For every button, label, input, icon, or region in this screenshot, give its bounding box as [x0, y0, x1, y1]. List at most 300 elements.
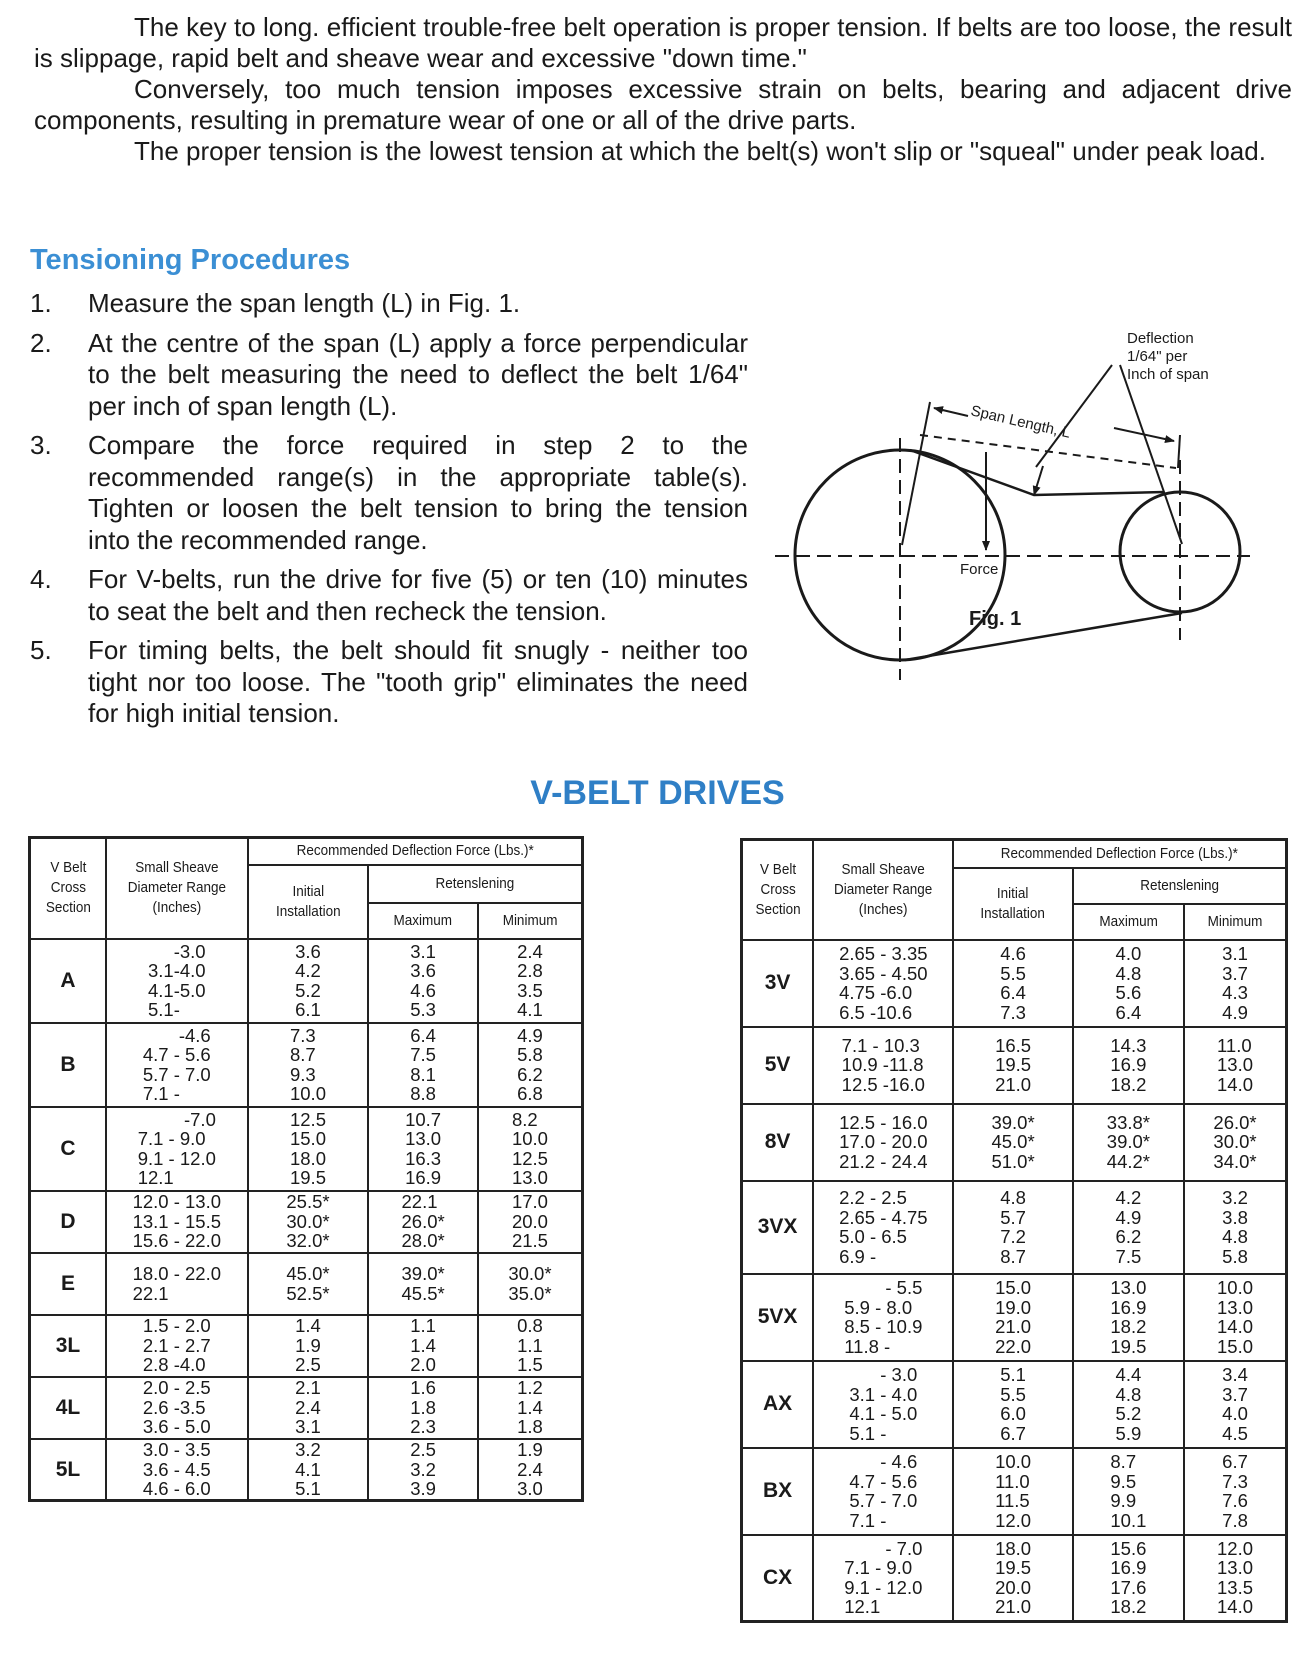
- initial-force-cell: [953, 1361, 1072, 1448]
- cell-value: 7.3: [289, 1024, 316, 1046]
- maximum-force-cell: [368, 1439, 478, 1501]
- cell-value: 5.8: [517, 1044, 543, 1065]
- cell-value: - 5.5: [885, 1277, 923, 1298]
- cell-value: 14.0: [1217, 1073, 1254, 1095]
- cell-value: 22.1: [132, 1282, 169, 1304]
- cell-value: 39.0*: [401, 1263, 445, 1284]
- initial-force-cell: [248, 1253, 369, 1315]
- initial-force-cell: [248, 939, 369, 1023]
- cell-value: 3.9: [410, 1478, 436, 1499]
- cell-value: 3.6 - 4.5: [142, 1458, 211, 1480]
- sheave-range-cell: [813, 1274, 953, 1361]
- intro-text: [34, 12, 1292, 167]
- cell-value: 2.2 - 2.5: [839, 1187, 907, 1208]
- cell-value: 11.8 -: [844, 1335, 891, 1357]
- cell-value: 13.0: [1110, 1277, 1147, 1298]
- cell-value: 17.0: [511, 1191, 548, 1213]
- cell-value: 19.5: [1110, 1335, 1147, 1357]
- cell-value: 1.2: [517, 1377, 543, 1399]
- step-text: Measure the span length (L) in Fig. 1.: [88, 288, 521, 318]
- cell-value: 6.2: [517, 1063, 543, 1085]
- cross-section-cell: AX: [742, 1361, 814, 1448]
- sheave-header: Small Sheave Diameter Range (Inches): [113, 838, 241, 939]
- maximum-force-cell: [368, 1191, 478, 1253]
- cell-value: 2.4: [295, 1396, 321, 1418]
- cell-value: 8.2: [511, 1108, 538, 1130]
- cell-value: 6.0: [1000, 1403, 1026, 1424]
- cell-value: 10.0: [1217, 1277, 1254, 1298]
- cell-value: 39.0*: [1106, 1131, 1150, 1153]
- cell-value: 4.8: [1222, 1226, 1248, 1247]
- maximum-force-cell: [1073, 1027, 1184, 1104]
- step-number: 1.: [30, 288, 52, 318]
- procedure-step: [30, 564, 748, 627]
- cell-value: 3.4: [1222, 1364, 1248, 1385]
- cell-value: 13.0: [1217, 1296, 1254, 1318]
- cell-value: 3.8: [1222, 1206, 1248, 1228]
- cell-value: 1.4: [295, 1315, 321, 1337]
- cell-value: 3.7: [1222, 962, 1248, 984]
- initial-header: Initial Installation: [959, 868, 1066, 940]
- cell-value: 3.1-4.0: [147, 960, 206, 981]
- cell-value: 5.5: [1000, 1383, 1026, 1405]
- cross-section-cell: 5VX: [742, 1274, 814, 1361]
- cell-value: 4.0: [1115, 943, 1142, 964]
- cell-value: 1.8: [517, 1416, 543, 1438]
- cell-value: 51.0*: [991, 1150, 1035, 1172]
- maximum-force-cell: [1073, 940, 1184, 1027]
- cell-value: 45.5*: [401, 1282, 445, 1304]
- table-row: [742, 1361, 1287, 1448]
- cell-value: 3.0 - 3.5: [142, 1439, 211, 1460]
- cell-value: 25.5*: [286, 1191, 330, 1213]
- maximum-force-cell: [1073, 1181, 1184, 1274]
- cross-section-cell: E: [30, 1253, 106, 1315]
- cell-value: 26.0*: [401, 1210, 445, 1232]
- force-label: Force: [960, 561, 999, 578]
- cell-value: -3.0: [173, 940, 206, 962]
- initial-force-cell: [248, 1191, 369, 1253]
- table-row: [742, 940, 1287, 1027]
- cell-value: 35.0*: [508, 1282, 552, 1304]
- cell-value: 19.5: [995, 1557, 1032, 1579]
- cell-value: 8.5 - 10.9: [844, 1316, 923, 1337]
- cell-value: 5.1 -: [849, 1422, 887, 1444]
- cell-value: 45.0*: [286, 1263, 330, 1284]
- initial-header: Initial Installation: [254, 865, 363, 939]
- cell-value: 12.5 -16.0: [841, 1073, 925, 1095]
- sheave-range-cell: [106, 1377, 248, 1439]
- section-header: V Belt Cross Section: [745, 840, 810, 940]
- minimum-force-cell: [1184, 1027, 1286, 1104]
- cell-value: 11.0: [1217, 1034, 1252, 1056]
- cell-value: 5.7 - 7.0: [849, 1490, 918, 1511]
- cross-section-cell: 5L: [30, 1439, 106, 1501]
- retension-header: Retenslening: [379, 865, 572, 903]
- cell-value: 12.0 - 13.0: [132, 1191, 222, 1213]
- cell-value: 10.7: [405, 1108, 442, 1130]
- cell-value: 1.4: [517, 1396, 543, 1418]
- cell-value: 21.0: [995, 1596, 1032, 1618]
- maximum-force-cell: [1073, 1448, 1184, 1535]
- figure-caption: Fig. 1: [969, 608, 1022, 630]
- cell-value: 16.9: [405, 1167, 442, 1188]
- cell-value: 8.7: [1000, 1245, 1026, 1267]
- cell-value: 32.0*: [286, 1230, 330, 1252]
- cell-value: 3.1: [1222, 943, 1248, 964]
- cell-value: 5.1: [295, 1478, 321, 1499]
- cell-value: 20.0: [995, 1576, 1032, 1598]
- cell-value: 2.3: [410, 1416, 436, 1438]
- cell-value: 8.1: [410, 1063, 436, 1085]
- minimum-header: Minimum: [483, 903, 577, 939]
- deflection-leader: [1036, 365, 1182, 544]
- cell-value: 12.5: [511, 1147, 548, 1169]
- table-row: [742, 1274, 1287, 1361]
- cell-value: 7.1 - 10.3: [841, 1034, 920, 1056]
- cell-value: 3.6 - 5.0: [142, 1416, 211, 1438]
- maximum-force-cell: [368, 1377, 478, 1439]
- sheave-range-cell: [813, 1361, 953, 1448]
- minimum-force-cell: [1184, 940, 1286, 1027]
- cell-value: 9.5: [1110, 1470, 1137, 1492]
- cell-value: 16.9: [1110, 1296, 1147, 1318]
- cell-value: 3.2: [295, 1439, 321, 1460]
- cell-value: 15.0: [1217, 1335, 1254, 1357]
- cell-value: 7.1 -: [849, 1509, 887, 1531]
- table-row: [742, 1104, 1287, 1181]
- cell-value: 1.1: [410, 1315, 436, 1337]
- cell-value: 10.0: [289, 1083, 326, 1104]
- deflection-header: Recommended Deflection Force (Lbs.)*: [264, 838, 565, 865]
- cross-section-cell: 5V: [742, 1027, 814, 1104]
- cell-value: 0.8: [517, 1315, 543, 1337]
- cell-value: 2.4: [517, 940, 543, 962]
- cell-value: 5.2: [1115, 1403, 1142, 1424]
- table-row: [30, 1023, 583, 1107]
- sheave-range-cell: [106, 1191, 248, 1253]
- cell-value: 5.1-: [147, 999, 180, 1020]
- cell-value: 9.1 - 12.0: [137, 1147, 216, 1169]
- step-text: For V-belts, run the drive for five (5) or ten (10) minutes to seat the belt and then recheck the tension.: [88, 564, 748, 626]
- cell-value: 5.7 - 7.0: [142, 1063, 211, 1085]
- cell-value: 7.8: [1222, 1509, 1248, 1531]
- cross-section-cell: D: [30, 1191, 106, 1253]
- cell-value: 3.6: [295, 940, 321, 962]
- cell-value: 19.0: [995, 1296, 1032, 1318]
- cell-value: 21.0: [995, 1073, 1032, 1095]
- cell-value: - 7.0: [885, 1537, 923, 1559]
- minimum-force-cell: [478, 1439, 583, 1501]
- deflection-label-line: 1/64" per: [1127, 348, 1188, 365]
- maximum-force-cell: [368, 939, 478, 1023]
- initial-force-cell: [953, 1448, 1072, 1535]
- deflection-header: Recommended Deflection Force (Lbs.)*: [970, 840, 1270, 868]
- sheave-range-cell: [106, 1107, 248, 1191]
- cell-value: 2.5: [410, 1439, 436, 1460]
- main-title: V-BELT DRIVES: [530, 774, 785, 812]
- cell-value: 4.8: [1000, 1187, 1026, 1208]
- cell-value: 6.4: [1115, 1001, 1142, 1023]
- cell-value: 7.1 -: [142, 1083, 180, 1104]
- minimum-force-cell: [478, 1377, 583, 1439]
- cell-value: 8.8: [410, 1083, 436, 1104]
- cell-value: 3.5: [517, 979, 543, 1001]
- cell-value: 13.1 - 15.5: [132, 1210, 222, 1232]
- cell-value: 3.6: [410, 960, 436, 981]
- cell-value: -7.0: [183, 1108, 216, 1130]
- cell-value: 14.3: [1110, 1034, 1147, 1056]
- cell-value: 15.0: [995, 1277, 1032, 1298]
- cell-value: 17.0 - 20.0: [839, 1131, 928, 1153]
- initial-force-cell: [953, 1535, 1072, 1622]
- cell-value: 44.2*: [1106, 1150, 1150, 1172]
- cell-value: 22.0: [995, 1335, 1032, 1357]
- cell-value: 9.1 - 12.0: [844, 1576, 923, 1598]
- cell-value: 3.2: [410, 1458, 436, 1480]
- cell-value: 1.9: [295, 1334, 321, 1356]
- cell-value: - 4.6: [880, 1451, 918, 1472]
- cell-value: 2.1: [295, 1377, 321, 1399]
- cell-value: 6.9 -: [839, 1245, 877, 1267]
- cross-section-cell: 4L: [30, 1377, 106, 1439]
- cell-value: 4.6: [1000, 943, 1026, 964]
- cell-value: 16.5: [995, 1034, 1032, 1056]
- cell-value: 7.2: [1000, 1226, 1026, 1247]
- cell-value: 5.0 - 6.5: [839, 1226, 907, 1247]
- cross-section-cell: BX: [742, 1448, 814, 1535]
- cell-value: 8.7: [1110, 1451, 1137, 1472]
- initial-force-cell: [953, 1181, 1072, 1274]
- cell-value: 2.0 - 2.5: [142, 1377, 211, 1399]
- initial-force-cell: [248, 1439, 369, 1501]
- sheave-range-cell: [106, 1439, 248, 1501]
- sheave-range-cell: [813, 940, 953, 1027]
- cell-value: 4.0: [1222, 1403, 1248, 1424]
- cell-value: 45.0*: [991, 1131, 1035, 1153]
- cell-value: 10.1: [1110, 1509, 1147, 1531]
- cell-value: 4.6 - 6.0: [142, 1478, 211, 1499]
- initial-force-cell: [248, 1377, 369, 1439]
- cell-value: 15.6 - 22.0: [132, 1230, 222, 1252]
- cell-value: 4.4: [1115, 1364, 1142, 1385]
- cell-value: 3.1: [295, 1416, 321, 1438]
- cell-value: 2.8 -4.0: [142, 1354, 206, 1376]
- v-belt-table-right: [740, 838, 1288, 1623]
- cell-value: - 3.0: [880, 1364, 918, 1385]
- cell-value: 4.7 - 5.6: [142, 1044, 211, 1065]
- maximum-header: Maximum: [1078, 904, 1178, 940]
- cell-value: 3.1 - 4.0: [849, 1383, 918, 1405]
- minimum-force-cell: [478, 939, 583, 1023]
- cell-value: 9.9: [1110, 1490, 1137, 1511]
- table-row: [742, 1027, 1287, 1104]
- cell-value: 19.5: [995, 1054, 1032, 1076]
- intro-paragraph: Conversely, too much tension imposes excessive strain on belts, bearing and adjacent drive components, resulting in premature wear of one or all of the drive parts.: [34, 74, 1292, 135]
- cell-value: 5.9: [1115, 1422, 1142, 1444]
- cross-section-cell: CX: [742, 1535, 814, 1622]
- cell-value: 16.9: [1110, 1054, 1147, 1076]
- minimum-force-cell: [478, 1315, 583, 1377]
- minimum-force-cell: [1184, 1535, 1286, 1622]
- minimum-force-cell: [478, 1191, 583, 1253]
- cell-value: 4.2: [1115, 1187, 1142, 1208]
- sheave-range-cell: [106, 1253, 248, 1315]
- cell-value: 30.0*: [286, 1210, 330, 1232]
- cell-value: 4.8: [1115, 1383, 1142, 1405]
- procedure-step: [30, 430, 748, 556]
- belt-tension-figure: [770, 330, 1310, 680]
- cell-value: 3.2: [1222, 1187, 1248, 1208]
- cell-value: 1.1: [517, 1334, 543, 1356]
- cell-value: 16.3: [405, 1147, 442, 1169]
- sheave-range-cell: [813, 1181, 953, 1274]
- step-text: At the centre of the span (L) apply a force perpendicular to the belt measuring the need to deflect the belt 1/64" per inch of span length (L).: [88, 327, 748, 421]
- cell-value: 8.7: [289, 1044, 316, 1065]
- maximum-force-cell: [1073, 1274, 1184, 1361]
- deflection-label-line: Deflection: [1127, 330, 1194, 347]
- cell-value: 22.1: [401, 1191, 438, 1213]
- minimum-header: Minimum: [1189, 904, 1281, 940]
- procedure-steps: [30, 288, 748, 738]
- cross-section-cell: C: [30, 1107, 106, 1191]
- cell-value: 5.1: [1000, 1364, 1026, 1385]
- cell-value: 4.1 - 5.0: [849, 1403, 918, 1424]
- cell-value: 7.3: [1222, 1470, 1248, 1492]
- cell-value: 4.5: [1222, 1422, 1248, 1444]
- cell-value: 13.0: [1217, 1557, 1254, 1579]
- cell-value: 28.0*: [401, 1230, 445, 1252]
- sheave-range-cell: [106, 939, 248, 1023]
- cell-value: 26.0*: [1213, 1111, 1257, 1133]
- step-text: For timing belts, the belt should fit snugly - neither too tight nor too loose. The "tooth grip" eliminates the need for high initial tension.: [88, 635, 748, 728]
- sheave-range-cell: [813, 1448, 953, 1535]
- cell-value: 21.0: [995, 1316, 1032, 1337]
- table-row: [742, 1181, 1287, 1274]
- minimum-force-cell: [1184, 1274, 1286, 1361]
- cell-value: 16.9: [1110, 1557, 1147, 1579]
- maximum-force-cell: [1073, 1535, 1184, 1622]
- cell-value: 4.1: [295, 1458, 321, 1480]
- cell-value: 6.8: [517, 1083, 543, 1104]
- step-number: 5.: [30, 635, 52, 665]
- cell-value: 5.3: [410, 999, 436, 1020]
- cell-value: 30.0*: [1213, 1131, 1257, 1153]
- cell-value: 6.5 -10.6: [839, 1001, 913, 1023]
- cell-value: 19.5: [289, 1167, 326, 1188]
- cell-value: 17.6: [1110, 1576, 1147, 1598]
- retension-header: Retenslening: [1083, 868, 1275, 904]
- cell-value: 18.2: [1110, 1073, 1147, 1095]
- cell-value: 15.6: [1110, 1537, 1147, 1559]
- cross-section-cell: A: [30, 939, 106, 1023]
- cell-value: 12.1: [844, 1596, 881, 1618]
- cell-value: 18.0: [289, 1147, 326, 1169]
- cell-value: 12.1: [137, 1167, 174, 1188]
- cell-value: 33.8*: [1106, 1111, 1150, 1133]
- cell-value: 13.0: [405, 1128, 442, 1149]
- cell-value: 13.0: [511, 1167, 548, 1188]
- cross-section-cell: 8V: [742, 1104, 814, 1181]
- sheave-header: Small Sheave Diameter Range (Inches): [820, 840, 946, 940]
- cell-value: 18.0: [995, 1537, 1032, 1559]
- cell-value: 3.1: [410, 940, 436, 962]
- minimum-force-cell: [1184, 1361, 1286, 1448]
- cell-value: 2.4: [517, 1458, 543, 1480]
- initial-force-cell: [953, 1027, 1072, 1104]
- cell-value: 1.8: [410, 1396, 436, 1418]
- cell-value: 6.7: [1222, 1451, 1248, 1472]
- cell-value: 4.75 -6.0: [839, 982, 913, 1003]
- cell-value: 21.5: [511, 1230, 548, 1252]
- cross-section-cell: 3L: [30, 1315, 106, 1377]
- cell-value: 7.1 - 9.0: [137, 1128, 206, 1149]
- cell-value: 6.7: [1000, 1422, 1026, 1444]
- cell-value: 11.0: [995, 1470, 1030, 1492]
- minimum-force-cell: [1184, 1448, 1286, 1535]
- maximum-force-cell: [1073, 1104, 1184, 1181]
- table-row: [742, 1448, 1287, 1535]
- cell-value: 6.2: [1115, 1226, 1142, 1247]
- cell-value: 1.5: [517, 1354, 543, 1376]
- step-number: 4.: [30, 564, 52, 594]
- table-row: [30, 1315, 583, 1377]
- initial-force-cell: [248, 1023, 369, 1107]
- cell-value: 10.0: [511, 1128, 548, 1149]
- cell-value: 12.5: [289, 1108, 326, 1130]
- initial-force-cell: [953, 1104, 1072, 1181]
- cell-value: 11.5: [995, 1490, 1030, 1511]
- intro-paragraph: The proper tension is the lowest tension at which the belt(s) won't slip or "squeal" under peak load.: [134, 136, 1266, 166]
- cross-section-cell: B: [30, 1023, 106, 1107]
- cell-value: 2.65 - 3.35: [839, 943, 928, 964]
- table-row: [30, 1439, 583, 1501]
- cell-value: 5.6: [1115, 982, 1142, 1003]
- table-row: [30, 1191, 583, 1253]
- cell-value: 12.5 - 16.0: [839, 1111, 928, 1133]
- cell-value: 4.6: [410, 979, 436, 1001]
- maximum-force-cell: [1073, 1361, 1184, 1448]
- procedure-step: [30, 328, 748, 423]
- cell-value: -4.6: [178, 1024, 211, 1046]
- cell-value: 4.9: [1222, 1001, 1248, 1023]
- minimum-force-cell: [1184, 1104, 1286, 1181]
- cell-value: 1.4: [410, 1334, 436, 1356]
- cell-value: 6.1: [295, 999, 321, 1020]
- span-length-label: Span Length, L: [969, 402, 1073, 442]
- cell-value: 1.5 - 2.0: [142, 1315, 211, 1337]
- procedure-step: [30, 288, 748, 320]
- deflection-label-line: Inch of span: [1127, 366, 1209, 383]
- cell-value: 18.0 - 22.0: [132, 1263, 222, 1284]
- initial-force-cell: [248, 1315, 369, 1377]
- cell-value: 18.2: [1110, 1596, 1147, 1618]
- cell-value: 13.5: [1217, 1576, 1254, 1598]
- procedure-step: [30, 635, 748, 730]
- maximum-force-cell: [368, 1023, 478, 1107]
- cell-value: 14.0: [1217, 1596, 1254, 1618]
- cell-value: 7.1 - 9.0: [844, 1557, 913, 1579]
- cell-value: 4.1-5.0: [147, 979, 206, 1001]
- cell-value: 7.6: [1222, 1490, 1248, 1511]
- cell-value: 52.5*: [286, 1282, 330, 1304]
- procedures-title: Tensioning Procedures: [30, 244, 351, 276]
- cell-value: 1.9: [517, 1439, 543, 1460]
- minimum-force-cell: [478, 1023, 583, 1107]
- maximum-header: Maximum: [374, 903, 473, 939]
- cross-section-cell: 3V: [742, 940, 814, 1027]
- cell-value: 39.0*: [991, 1111, 1035, 1133]
